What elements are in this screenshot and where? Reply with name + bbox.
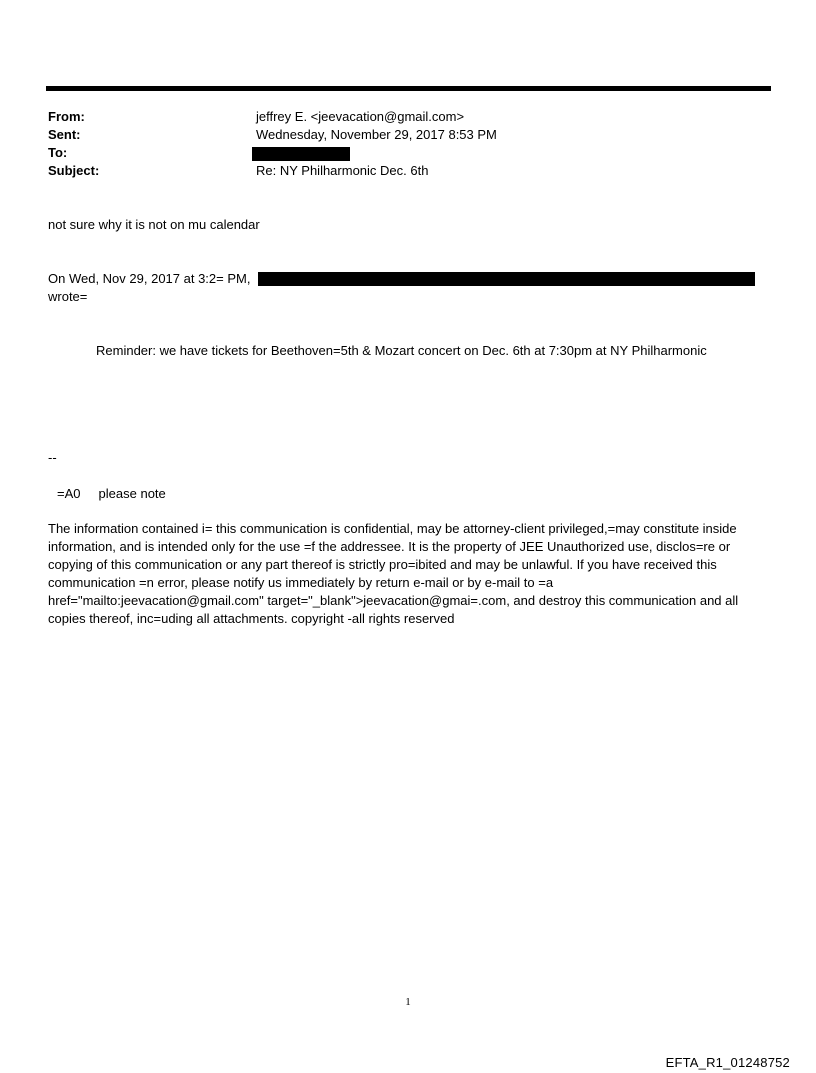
- please-note: =A0 please note: [57, 486, 166, 501]
- page-number: 1: [405, 996, 411, 1008]
- from-value: jeffrey E. <jeevacation@gmail.com>: [256, 109, 465, 124]
- signature-dashes: --: [48, 450, 57, 465]
- reminder-text: Reminder: we have tickets for Beethoven=5th & Mozart concert on Dec. 6th at 7:30pm at NY Philharmonic: [96, 343, 707, 358]
- to-redaction: [252, 147, 350, 161]
- subject-label: Subject:: [48, 163, 100, 178]
- sent-label: Sent:: [48, 127, 81, 142]
- subject-value: Re: NY Philharmonic Dec. 6th: [256, 163, 429, 178]
- reply-text: not sure why it is not on mu calendar: [48, 217, 260, 232]
- sent-value: Wednesday, November 29, 2017 8:53 PM: [256, 127, 497, 142]
- header-rule: [46, 86, 771, 91]
- document-id: EFTA_R1_01248752: [665, 1055, 790, 1070]
- sender-redaction: [258, 272, 755, 286]
- quote-wrote: wrote=: [48, 289, 88, 304]
- from-label: From:: [48, 109, 85, 124]
- confidentiality-disclaimer: The information contained i= this communication is confidential, may be attorney-client privileged,=may constitute inside information, and is intended only for the use =f the addressee. It is the property of JEE Unauthorized use, disclos=re or copying of this communication or any part thereof is strictly pro=ibited and may be unlawful. If you have received this communication =n error, please notify us immediately by return e-mail or by e-mail to =a href="mailto:jeevacation@gmail.com" target="_blank">jeevacation@gmai=.com, and destroy this communication and all copies thereof, inc=uding all attachments. copyright -all rights reserved: [48, 521, 739, 626]
- to-label: To:: [48, 145, 68, 160]
- quote-intro: On Wed, Nov 29, 2017 at 3:2= PM,: [48, 271, 251, 286]
